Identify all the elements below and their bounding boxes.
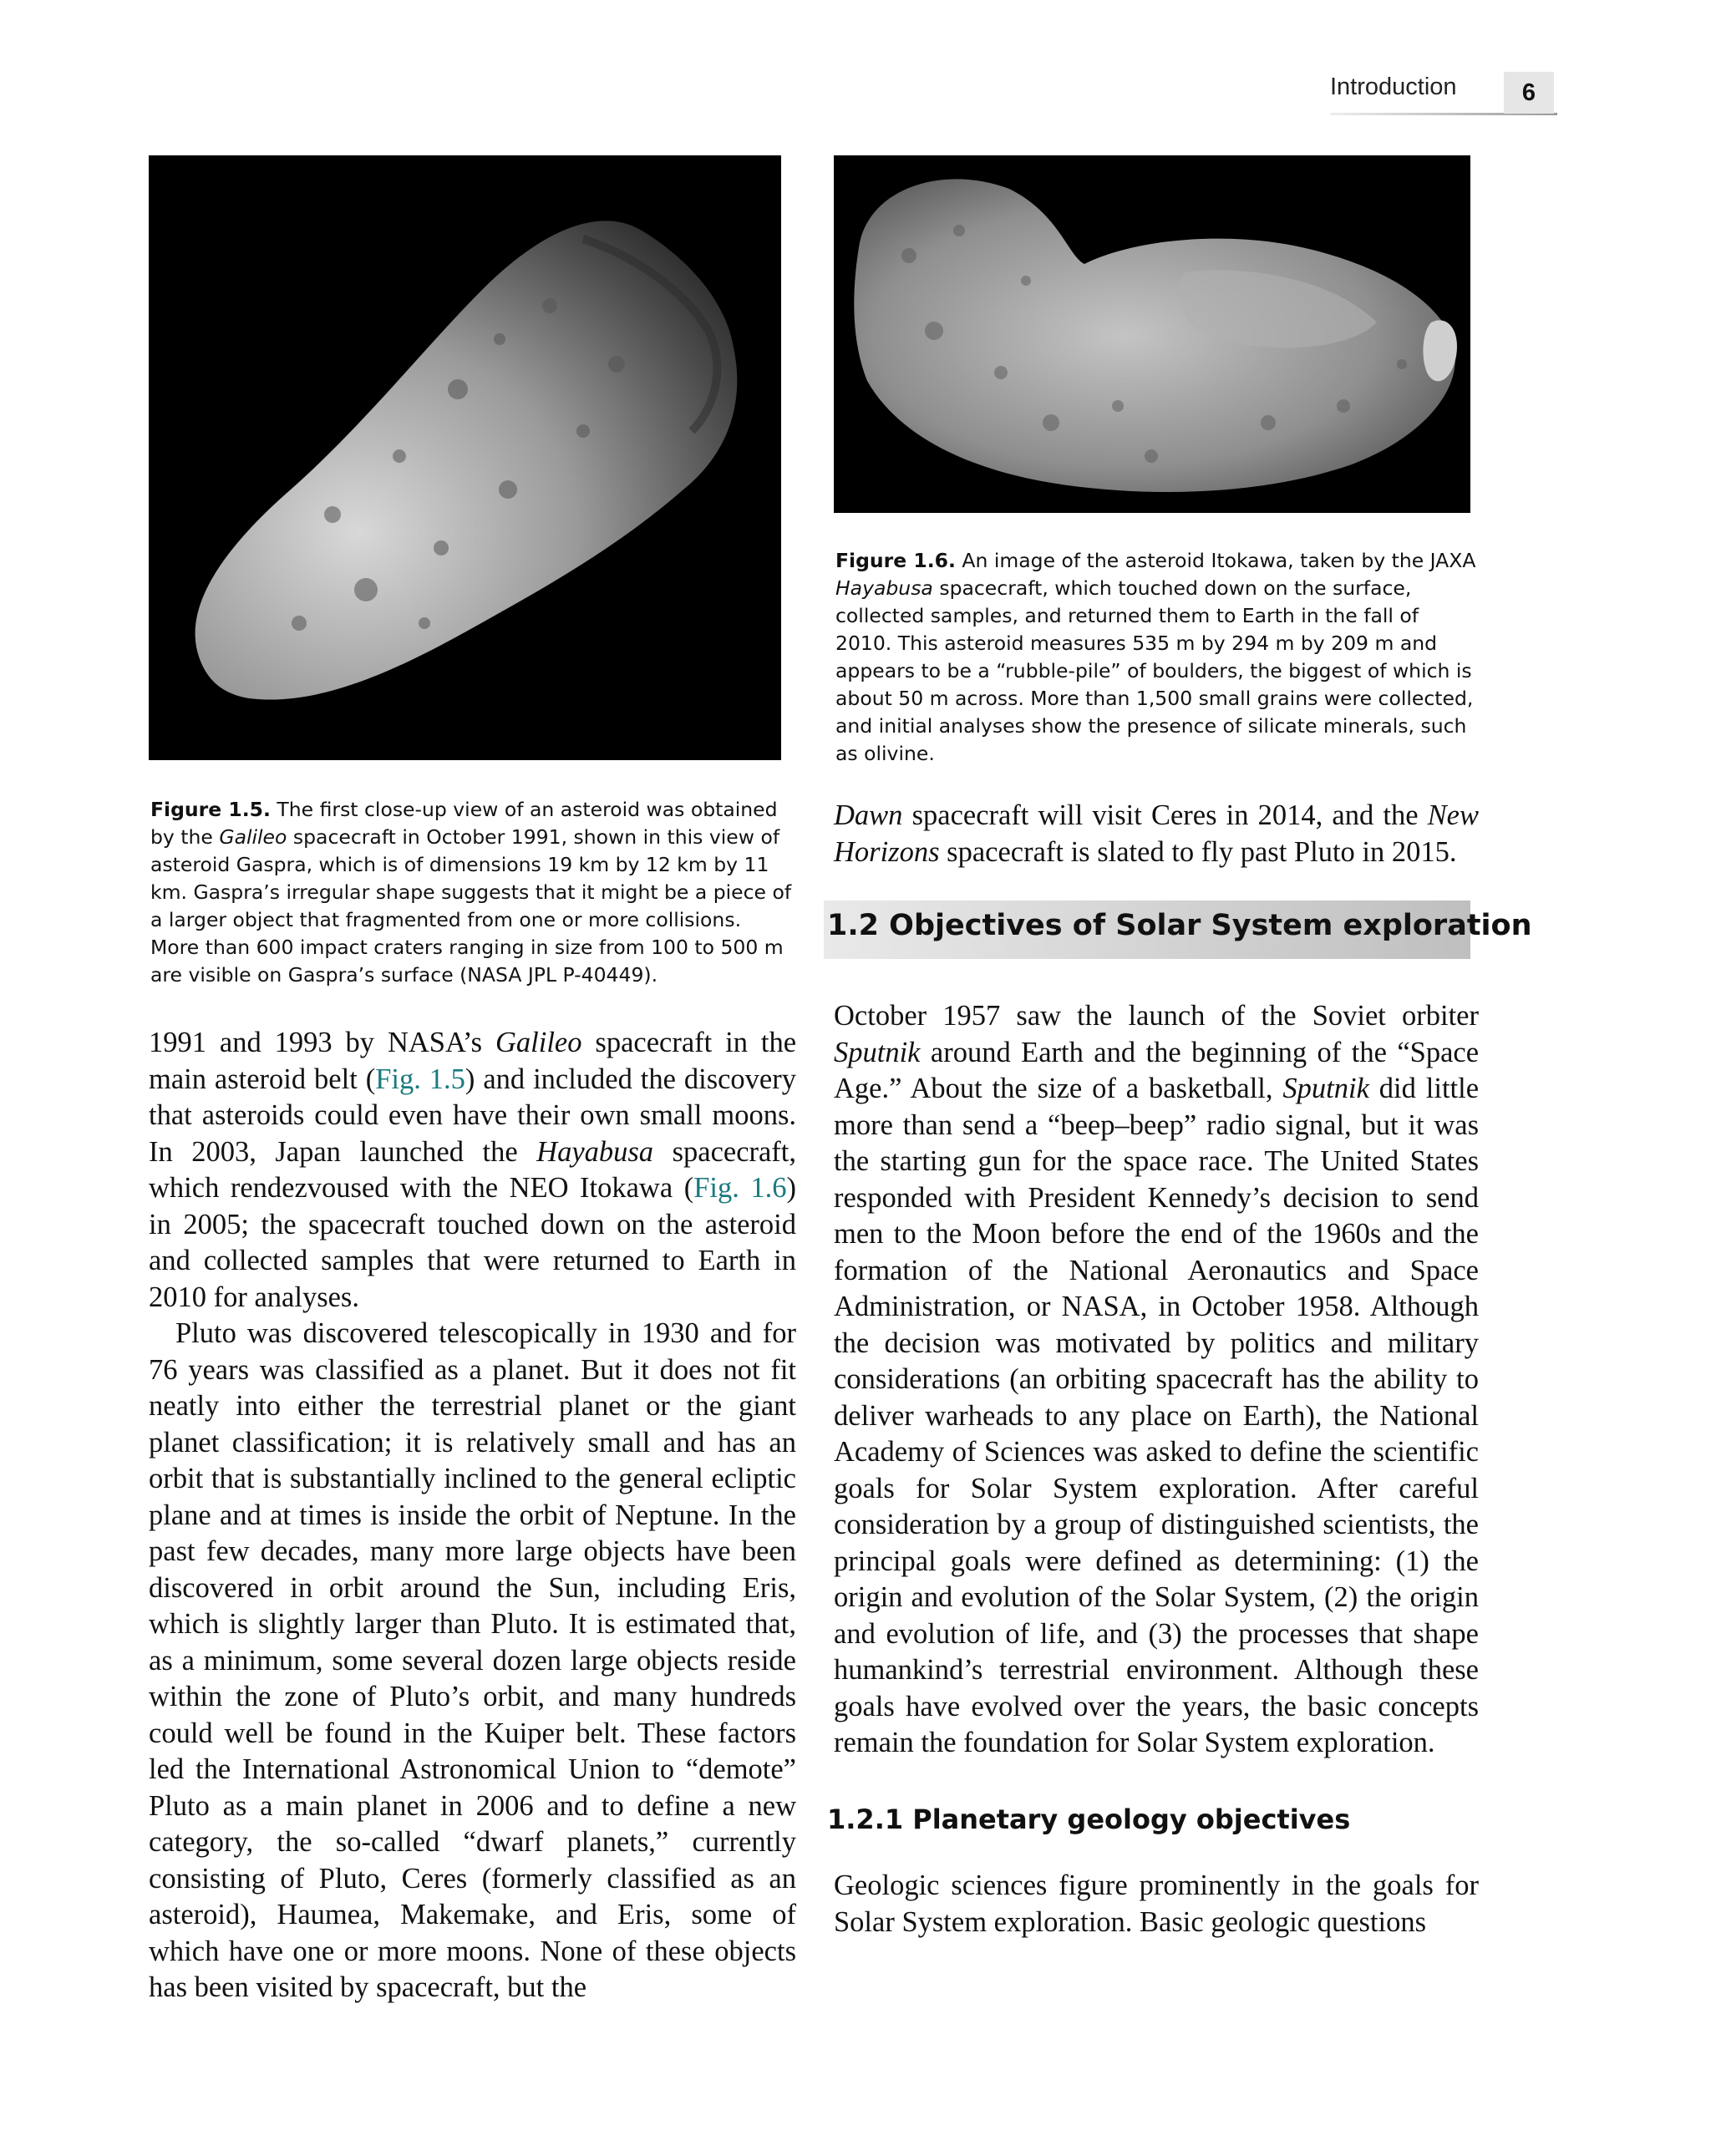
itokawa-asteroid-illustration bbox=[834, 155, 1470, 513]
text-run: spacecraft, which rendezvoused with the NEO Itokawa ( bbox=[149, 1135, 797, 1204]
italic-run: Dawn bbox=[834, 799, 903, 831]
italic-run: Sputnik bbox=[834, 1036, 921, 1068]
italic-run: Sputnik bbox=[1282, 1073, 1369, 1104]
right-column-final-text bbox=[834, 1868, 1479, 1940]
figure-1-5-caption-italic: Galileo bbox=[219, 825, 287, 849]
figure-1-5-image bbox=[149, 155, 781, 760]
paragraph bbox=[834, 998, 1479, 1762]
right-column-text bbox=[834, 998, 1479, 1762]
figure-1-5-caption-text-1: The first close-up view of an asteroid was obtained by the bbox=[150, 798, 778, 849]
text-run: spacecraft is slated to fly past Pluto in 2015. bbox=[947, 835, 1457, 868]
right-column-intro-text bbox=[834, 798, 1479, 870]
figure-1-6-link[interactable]: Fig. 1.6 bbox=[693, 1172, 787, 1204]
text-run: spacecraft in the main asteroid belt ( bbox=[149, 1027, 797, 1095]
figure-1-5-caption bbox=[150, 796, 794, 989]
gaspra-asteroid-illustration bbox=[149, 155, 781, 760]
italic-run: New Horizons bbox=[834, 799, 1480, 868]
page-number: 6 bbox=[1504, 72, 1554, 114]
figure-1-5-label: Figure 1.5. bbox=[150, 798, 271, 821]
figure-1-6-label: Figure 1.6. bbox=[835, 549, 956, 572]
text-run: spacecraft will visit Ceres in 2014, and the bbox=[911, 799, 1419, 831]
paragraph: Pluto was discovered telescopically in 1930 and for 76 years was classified as a planet. But it does not fit neatly into either the terrestrial planet or the giant planet classification; it is relatively small and has an orbit that is substantially inclined to the general ecliptic plane and at times is inside the orbit of Neptune. In the past few decades, many more large objects have been discovered in orbit around the Sun, including Eris, which is slightly larger than Pluto. It is estimated that, as a minimum, some several dozen large objects reside within the zone of Pluto’s orbit, and many hundreds could well be found in the Kuiper belt. These factors led the International Astronomical Union to “demote” Pluto as a main planet in 2006 and to define a new category, the so-called “dwarf planets,” currently consisting of Pluto, Ceres (formerly classified as an asteroid), Haumea, Makemake, and Eris, some of which have one or more moons. None of these objects has been visited by spacecraft, but the bbox=[149, 1317, 796, 2003]
text-run: ) and included the discovery that asteroids could even have their own small moons. In 2003, Japan launched the bbox=[149, 1063, 796, 1168]
paragraph bbox=[149, 1025, 796, 1316]
figure-1-6-caption-text-2: spacecraft, which touched down on the surface, collected samples, and returned them to Earth in the fall of 2010. This asteroid measures 535 m by 294 m by 209 m and appears to be a “rubble-pile” of boulders, the biggest of which is about 50 m across. More than 1,500 small grains were collected, and initial analyses show the presence of silicate minerals, such as olivine. bbox=[835, 576, 1474, 765]
figure-1-6-caption bbox=[835, 547, 1479, 768]
running-header-title: Introduction bbox=[1330, 74, 1457, 100]
text-run: October 1957 saw the launch of the Soviet orbiter bbox=[834, 1000, 1479, 1032]
figure-1-6-caption-italic: Hayabusa bbox=[835, 576, 933, 600]
italic-run: Galileo bbox=[495, 1027, 582, 1058]
left-column-text bbox=[149, 1025, 796, 2006]
figure-1-6-image bbox=[834, 155, 1470, 513]
figure-1-6-caption-text-1: An image of the asteroid Itokawa, taken by the JAXA bbox=[962, 549, 1476, 572]
figure-1-5-caption-text-2: spacecraft in October 1991, shown in this view of asteroid Gaspra, which is of dimensions 19 km by 12 km by 11 km. Gaspra’s irregular shape suggests that it might be a piece of a larger object that fragmented from one or more collisions. More than 600 impact craters ranging in size from 100 to 500 m are visible on Gaspra’s surface (NASA JPL P-40449). bbox=[150, 825, 792, 987]
text-run: ) in 2005; the spacecraft touched down on the asteroid and collected samples that were returned to Earth in 2010 for analyses. bbox=[149, 1172, 796, 1313]
text-run: 1991 and 1993 by NASA’s bbox=[149, 1027, 483, 1058]
paragraph bbox=[834, 798, 1479, 870]
paragraph: Geologic sciences figure prominently in the goals for Solar System exploration. Basic geologic questions bbox=[834, 1869, 1479, 1938]
figure-1-5-link[interactable]: Fig. 1.5 bbox=[375, 1063, 465, 1095]
italic-run: Hayabusa bbox=[536, 1135, 654, 1168]
section-heading: 1.2 Objectives of Solar System exploration bbox=[827, 909, 1532, 942]
text-run: around Earth and the beginning of the “Space Age.” About the size of a basketball, bbox=[834, 1036, 1480, 1104]
subsection-heading: 1.2.1 Planetary geology objectives bbox=[827, 1803, 1351, 1835]
text-run: did little more than send a “beep–beep” radio signal, but it was the starting gun for the space race. The United States responded with President Kennedy’s decision to send men to the Moon before the end of the 1960s and the formation of the National Aeronautics and Space Administration, or NASA, in October 1958. Although the decision was motivated by politics and military considerations (an orbiting spacecraft has the ability to deliver warheads to any place on Earth), the National Academy of Sciences was asked to define the scientific goals for Solar System exploration. After careful consideration by a group of distinguished scientists, the principal goals were defined as determining: (1) the origin and evolution of the Solar System, (2) the origin and evolution of life, and (3) the processes that shape humankind’s terrestrial environment. Although these goals have evolved over the years, the basic concepts remain the foundation for Solar System exploration. bbox=[834, 1073, 1480, 1758]
